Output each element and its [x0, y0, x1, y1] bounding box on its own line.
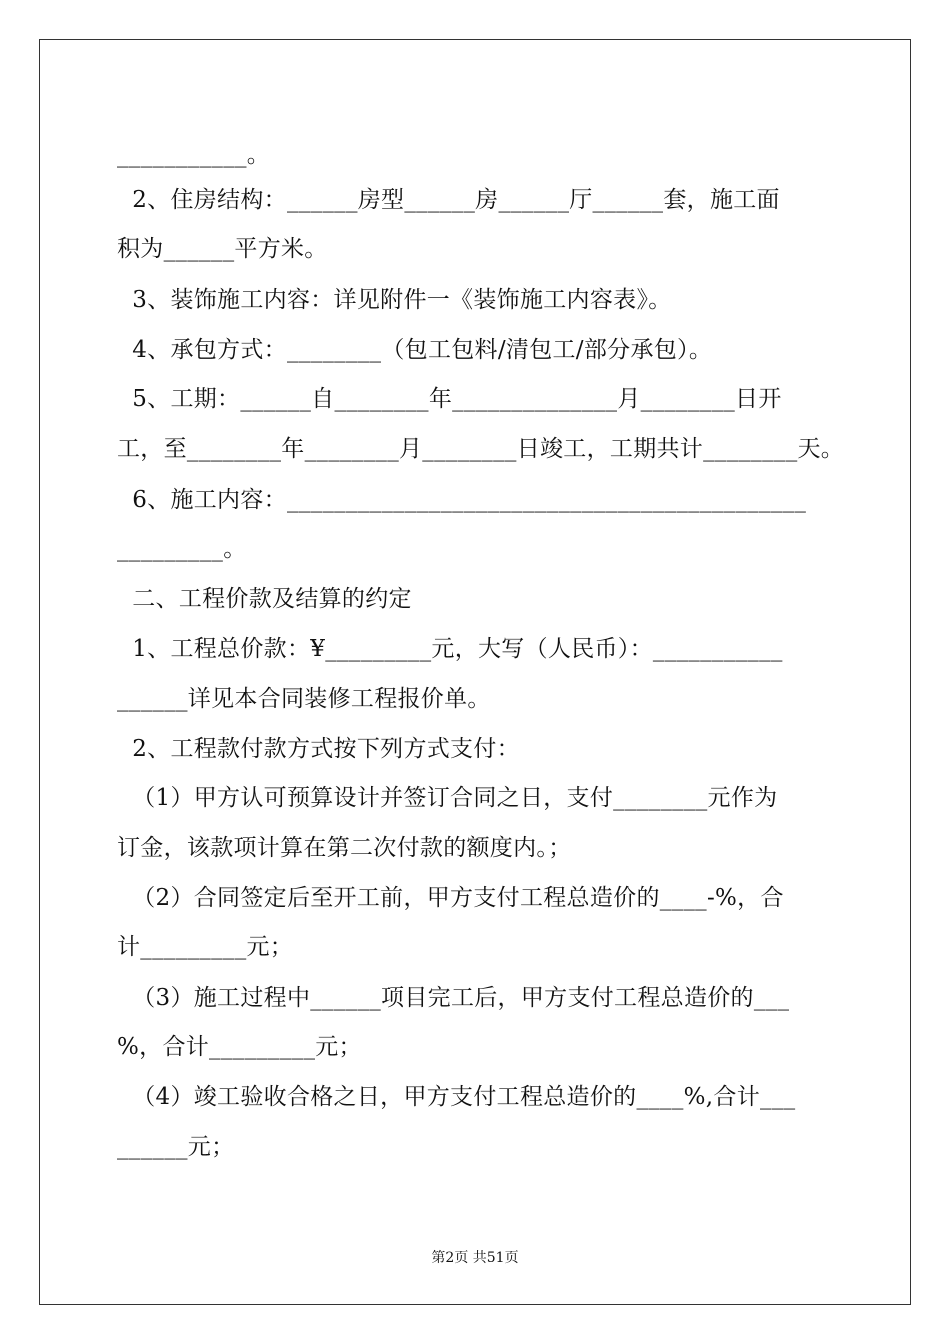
- text-line: 计_________元；: [117, 934, 294, 960]
- text-line: 5、工期：______自________年______________月________日开: [117, 386, 782, 412]
- text-line: 2、住房结构：______房型______房______厅______套，施工面: [117, 187, 780, 213]
- text-line: 2、工程款付款方式按下列方式支付：: [117, 736, 520, 762]
- text-line: （2）合同签定后至开工前，甲方支付工程总造价的____-%，合: [117, 885, 784, 911]
- text-line: 3、装饰施工内容：详见附件一《装饰施工内容表》。: [117, 287, 672, 313]
- text-line: ______元；: [117, 1134, 235, 1160]
- text-line: （4）竣工验收合格之日，甲方支付工程总造价的____%,合计___: [117, 1084, 796, 1110]
- text-line: 工，至________年________月________日竣工，工期共计________天。: [117, 436, 845, 462]
- text-line: 订金，该款项计算在第二次付款的额度内。；: [117, 835, 572, 861]
- text-line: 6、施工内容：____________________________________________: [117, 487, 807, 513]
- text-line: （1）甲方认可预算设计并签订合同之日，支付________元作为: [117, 785, 778, 811]
- text-line: _________。: [117, 536, 247, 562]
- page-border: [39, 39, 911, 1305]
- text-line: 1、工程总价款：¥_________元，大写（人民币）：___________: [117, 636, 783, 662]
- text-line: ___________。: [117, 142, 271, 168]
- text-line: （3）施工过程中______项目完工后，甲方支付工程总造价的___: [117, 985, 790, 1011]
- text-line: ______详见本合同装修工程报价单。: [117, 686, 491, 712]
- page-footer: 第2页 共51页: [431, 1250, 519, 1266]
- section-heading: 二、工程价款及结算的约定: [117, 586, 412, 612]
- text-line: 积为______平方米。: [117, 236, 328, 262]
- text-line: %，合计_________元；: [117, 1034, 362, 1060]
- text-line: 4、承包方式：________（包工包料/清包工/部分承包）。: [117, 337, 713, 363]
